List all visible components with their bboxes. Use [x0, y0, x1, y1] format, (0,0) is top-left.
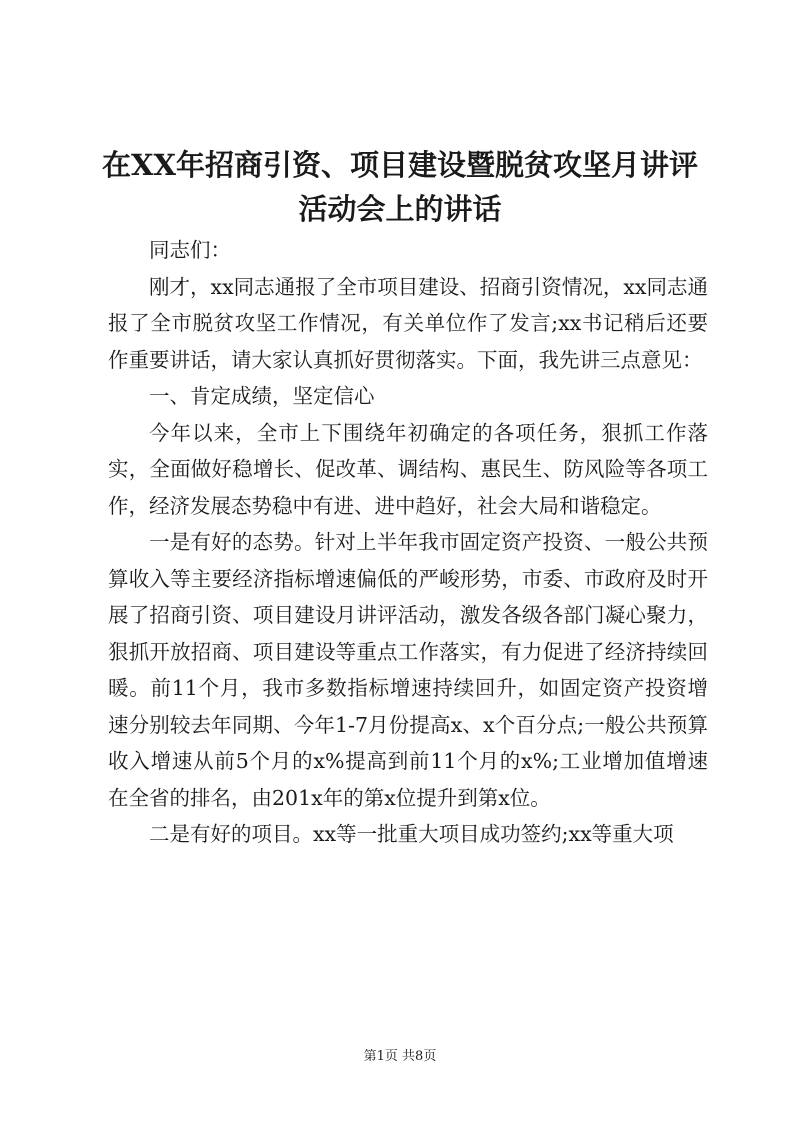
- document-body: [108, 232, 708, 853]
- paragraph-intro: 刚才，xx同志通报了全市项目建设、招商引资情况，xx同志通报了全市脱贫攻坚工作情况，有关单位作了发言;xx书记稍后还要作重要讲话，请大家认真抓好贯彻落实。下面，我先讲三点意见：: [108, 274, 708, 372]
- paragraph-overview: 今年以来，全市上下围绕年初确定的各项任务，狠抓工作落实，全面做好稳增长、促改革、调结构、惠民生、防风险等各项工作，经济发展态势稳中有进、进中趋好，社会大局和谐稳定。: [108, 420, 708, 518]
- salutation: 同志们：: [149, 238, 231, 262]
- paragraph-good-trend: 一是有好的态势。针对上半年我市固定资产投资、一般公共预算收入等主要经济指标增速偏低的严峻形势，市委、市政府及时开展了招商引资、项目建设月讲评活动，激发各级各部门凝心聚力，狠抓开放招商、项目建设等重点工作落实，有力促进了经济持续回暖。前11个月，我市多数指标增速持续回升，如固定资产投资增速分别较去年同期、今年1-7月份提高x、x个百分点;一般公共预算收入增速从前5个月的x%提高到前11个月的x%;工业增加值增速在全省的排名，由201x年的第x位提升到第x位。: [108, 530, 708, 810]
- document-title: 在XX年招商引资、项目建设暨脱贫攻坚月讲评活动会上的讲话: [101, 148, 698, 226]
- section-heading: 一、肯定成绩，坚定信心: [149, 384, 375, 408]
- paragraph-good-projects: 二是有好的项目。xx等一批重大项目成功签约;xx等重大项: [149, 822, 674, 846]
- page-footer: 第1页 共8页: [363, 1049, 437, 1064]
